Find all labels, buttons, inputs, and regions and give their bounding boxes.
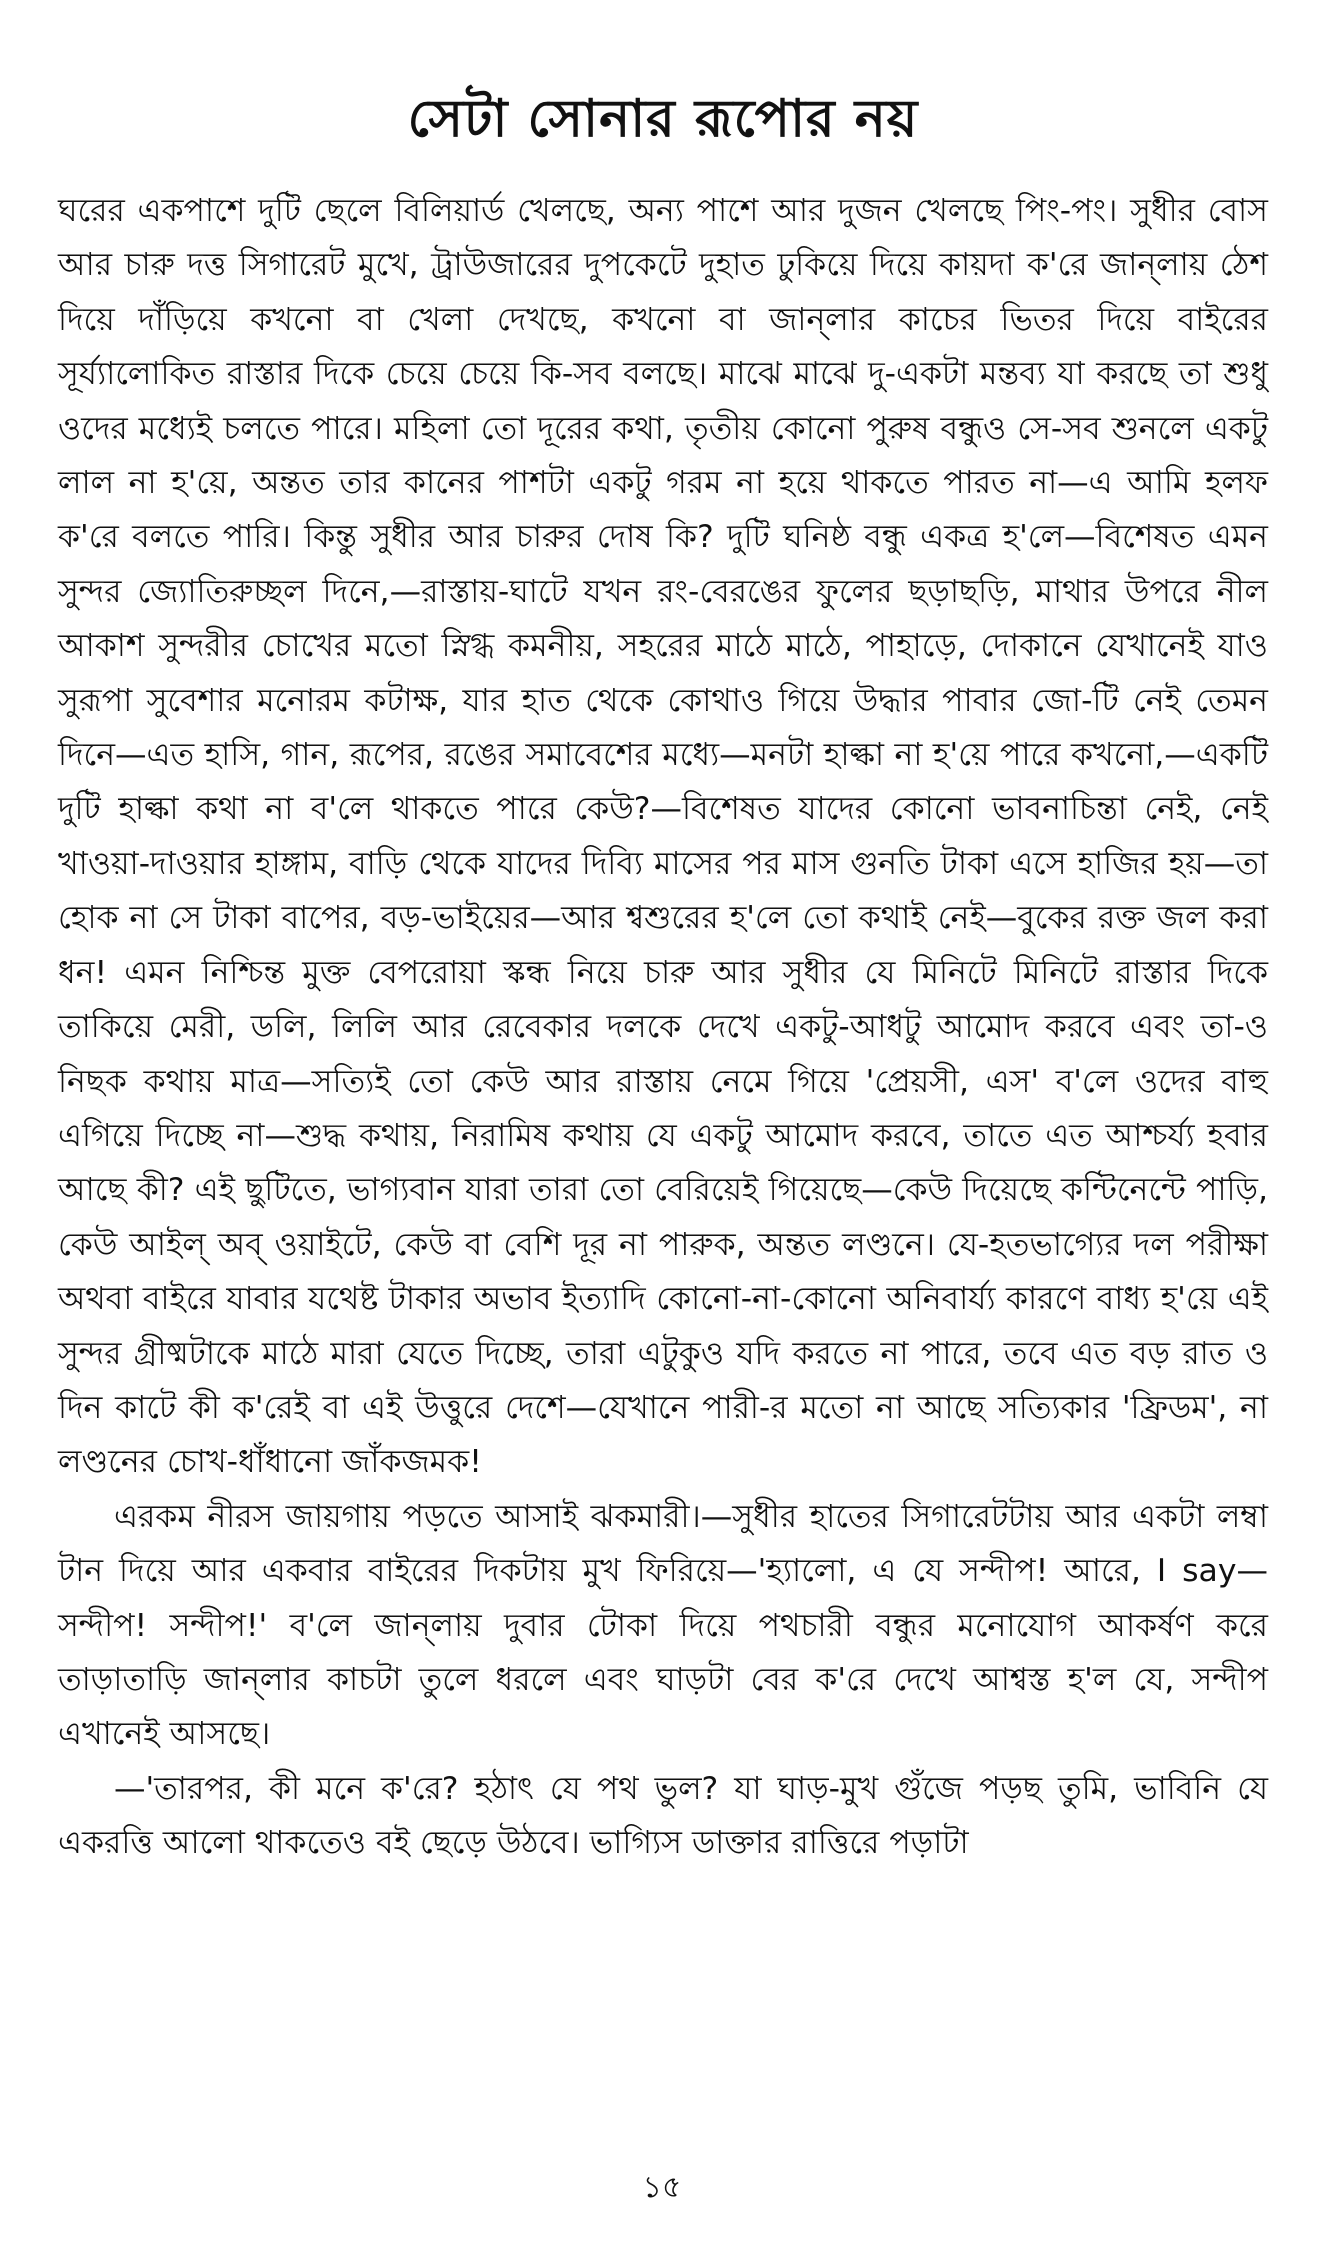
page-number: ১৫: [642, 2170, 682, 2205]
body-text: [58, 184, 1268, 1871]
chapter-title: সেটা সোনার রূপোর নয়: [407, 89, 919, 149]
paragraph-1: ঘরের একপাশে দুটি ছেলে বিলিয়ার্ড খেলছে, অন্য পাশে আর দুজন খেলছে পিং-পং। সুধীর বোস আর চারু দত্ত সিগারেট মুখে, ট্রাউজারের দুপকেটে দুহাত ঢুকিয়ে দিয়ে কায়দা ক'রে জান্‌লায় ঠেশ দিয়ে দাঁড়িয়ে কখনো বা খেলা দেখছে, কখনো বা জান্‌লার কাচের ভিতর দিয়ে বাইরের সূর্য্যালোকিত রাস্তার দিকে চেয়ে চেয়ে কি-সব বলছে। মাঝে মাঝে দু-একটা মন্তব্য যা করছে তা শুধু ওদের মধ্যেই চলতে পারে। মহিলা তো দূরের কথা, তৃতীয় কোনো পুরুষ বন্ধুও সে-সব শুনলে একটু লাল না হ'য়ে, অন্তত তার কানের পাশটা একটু গরম না হয়ে থাকতে পারত না—এ আমি হলফ ক'রে বলতে পারি। কিন্তু সুধীর আর চারুর দোষ কি? দুটি ঘনিষ্ঠ বন্ধু একত্র হ'লে—বিশেষত এমন সুন্দর জ্যোতিরুচ্ছল দিনে,—রাস্তায়-ঘাটে যখন রং-বেরঙের ফুলের ছড়াছড়ি, মাথার উপরে নীল আকাশ সুন্দরীর চোখের মতো স্নিগ্ধ কমনীয়, সহরের মাঠে মাঠে, পাহাড়ে, দোকানে যেখানেই যাও সুরূপা সুবেশার মনোরম কটাক্ষ, যার হাত থেকে কোথাও গিয়ে উদ্ধার পাবার জো-টি নেই তেমন দিনে—এত হাসি, গান, রূপের, রঙের সমাবেশের মধ্যে—মনটা হাল্কা না হ'য়ে পারে কখনো,—একটি দুটি হাল্কা কথা না ব'লে থাকতে পারে কেউ?—বিশেষত যাদের কোনো ভাবনাচিন্তা নেই, নেই খাওয়া-দাওয়ার হাঙ্গাম, বাড়ি থেকে যাদের দিব্যি মাসের পর মাস গুনতি টাকা এসে হাজির হয়—তা হোক না সে টাকা বাপের, বড়-ভাইয়ের—আর শ্বশুরের হ'লে তো কথাই নেই—বুকের রক্ত জল করা ধন! এমন নিশ্চিন্ত মুক্ত বেপরোয়া স্কন্ধ নিয়ে চারু আর সুধীর যে মিনিটে মিনিটে রাস্তার দিকে তাকিয়ে মেরী, ডলি, লিলি আর রেবেকার দলকে দেখে একটু-আধটু আমোদ করবে এবং তা-ও নিছক কথায় মাত্র—সত্যিই তো কেউ আর রাস্তায় নেমে গিয়ে 'প্রেয়সী, এস' ব'লে ওদের বাহু এগিয়ে দিচ্ছে না—শুদ্ধ কথায়, নিরামিষ কথায় যে একটু আমোদ করবে, তাতে এত আশ্চর্য্য হবার আছে কী? এই ছুটিতে, ভাগ্যবান যারা তারা তো বেরিয়েই গিয়েছে—কেউ দিয়েছে কন্টিনেন্টে পাড়ি, কেউ আইল্‌ অব্‌ ওয়াইটে, কেউ বা বেশি দূর না পারুক, অন্তত লণ্ডনে। যে-হতভাগ্যের দল পরীক্ষা অথবা বাইরে যাবার যথেষ্ট টাকার অভাব ইত্যাদি কোনো-না-কোনো অনিবার্য্য কারণে বাধ্য হ'য়ে এই সুন্দর গ্রীষ্মটাকে মাঠে মারা যেতে দিচ্ছে, তারা এটুকুও যদি করতে না পারে, তবে এত বড় রাত ও দিন কাটে কী ক'রেই বা এই উত্তুরে দেশে—যেখানে পারী-র মতো না আছে সত্যিকার 'ফ্রিডম', না লণ্ডনের চোখ-ধাঁধানো জাঁকজমক!: [58, 193, 1268, 1481]
paragraph-2: এরকম নীরস জায়গায় পড়তে আসাই ঝকমারী।—সুধীর হাতের সিগারেটটায় আর একটা লম্বা টান দিয়ে আর একবার বাইরের দিকটায় মুখ ফিরিয়ে—'হ্যালো, এ যে সন্দীপ! আরে, I say—সন্দীপ! সন্দীপ!' ব'লে জান্‌লায় দুবার টোকা দিয়ে পথচারী বন্ধুর মনোযোগ আকর্ষণ করে তাড়াতাড়ি জান্‌লার কাচটা তুলে ধরলে এবং ঘাড়টা বের ক'রে দেখে আশ্বস্ত হ'ল যে, সন্দীপ এখানেই আসছে।: [58, 1498, 1268, 1753]
paragraph-3: —'তারপর, কী মনে ক'রে? হঠাৎ যে পথ ভুল? যা ঘাড়-মুখ গুঁজে পড়ছ তুমি, ভাবিনি যে একরত্তি আলো থাকতেও বই ছেড়ে উঠবে। ভাগ্যিস ডাক্তার রাত্তিরে পড়াটা: [58, 1770, 1268, 1862]
